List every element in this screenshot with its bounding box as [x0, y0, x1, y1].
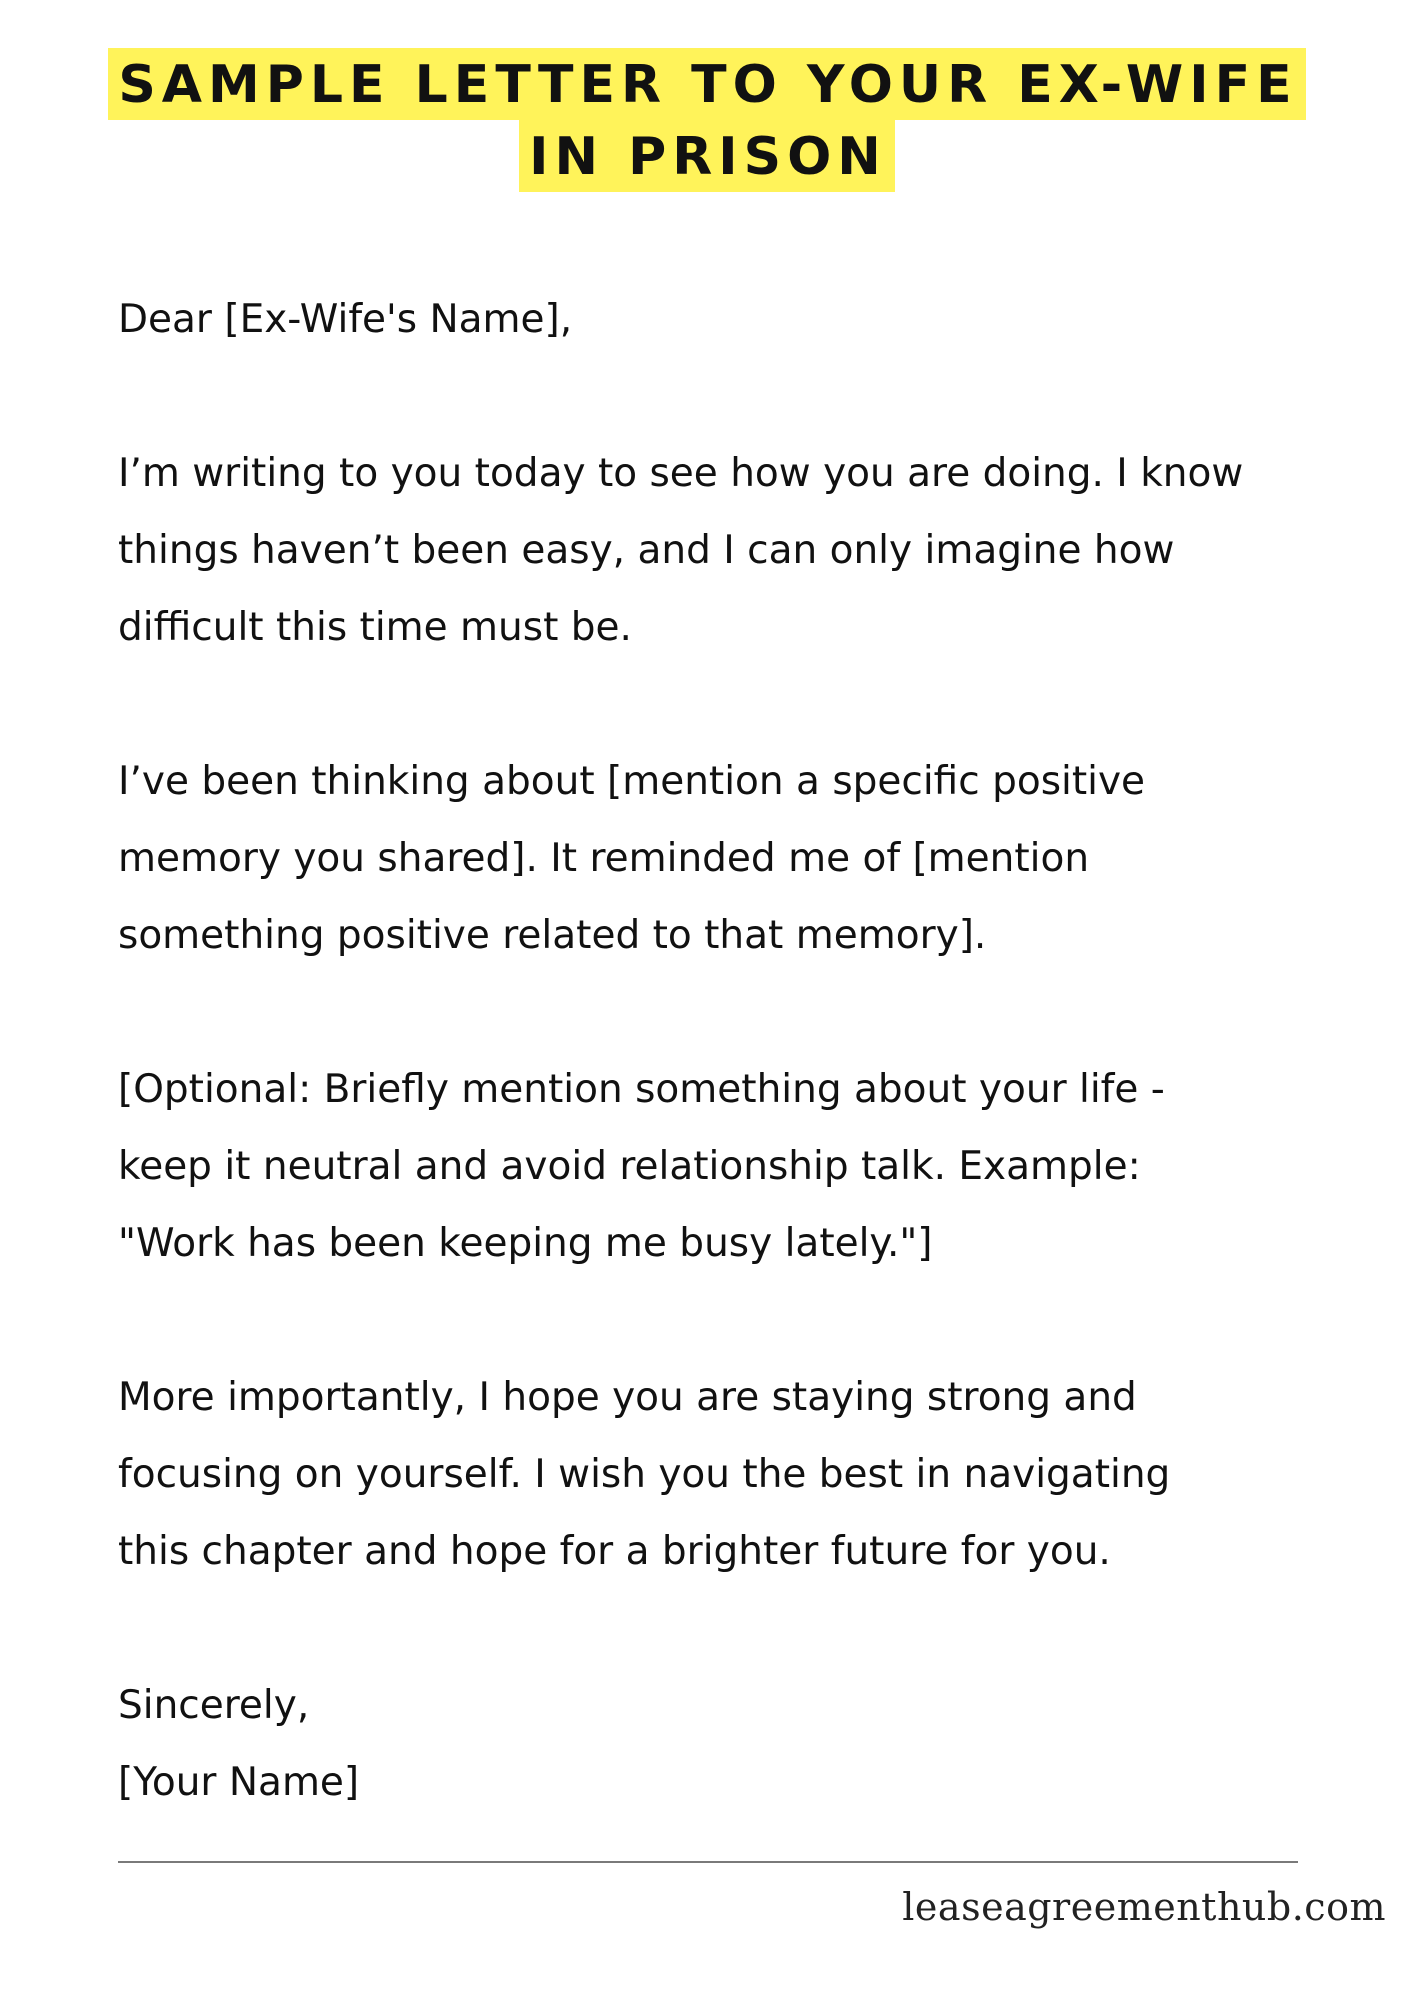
paragraph-spacer [118, 666, 1358, 743]
paragraph-line: things haven’t been easy, and I can only imagine how [118, 528, 1175, 573]
paragraph-line: keep it neutral and avoid relationship talk. Example: [118, 1144, 1141, 1189]
paragraph-4 [118, 1359, 1358, 1590]
paragraph-line: I’m writing to you today to see how you are doing. I know [118, 451, 1244, 496]
closing: Sincerely, [118, 1683, 310, 1728]
paragraph-3 [118, 1051, 1358, 1282]
footer-website: leaseagreementhub.com [902, 1885, 1386, 1929]
paragraph-spacer [118, 974, 1358, 1051]
paragraph-1 [118, 435, 1358, 666]
footer-divider [118, 1861, 1298, 1863]
title-line-2: IN PRISON [519, 120, 895, 192]
title-line-1: SAMPLE LETTER TO YOUR EX-WIFE [108, 48, 1305, 120]
signature-placeholder: [Your Name] [118, 1760, 360, 1805]
paragraph-line: difficult this time must be. [118, 605, 632, 650]
paragraph-2 [118, 743, 1358, 974]
paragraph-spacer [118, 1590, 1358, 1667]
paragraph-line: [Optional: Briefly mention something about your life - [118, 1067, 1165, 1112]
paragraph-line: something positive related to that memory]. [118, 913, 987, 958]
paragraph-line: focusing on yourself. I wish you the best in navigating [118, 1452, 1171, 1497]
document-title [0, 48, 1414, 192]
paragraph-line: More importantly, I hope you are staying strong and [118, 1375, 1137, 1420]
paragraph-line: memory you shared]. It reminded me of [mention [118, 836, 1090, 881]
paragraph-spacer [118, 1282, 1358, 1359]
paragraph-line: I’ve been thinking about [mention a specific positive [118, 759, 1146, 804]
letter-body [118, 281, 1358, 1821]
paragraph-line: "Work has been keeping me busy lately."] [118, 1221, 933, 1266]
paragraph-spacer [118, 358, 1358, 435]
salutation: Dear [Ex-Wife's Name], [118, 297, 573, 342]
paragraph-line: this chapter and hope for a brighter future for you. [118, 1529, 1111, 1574]
